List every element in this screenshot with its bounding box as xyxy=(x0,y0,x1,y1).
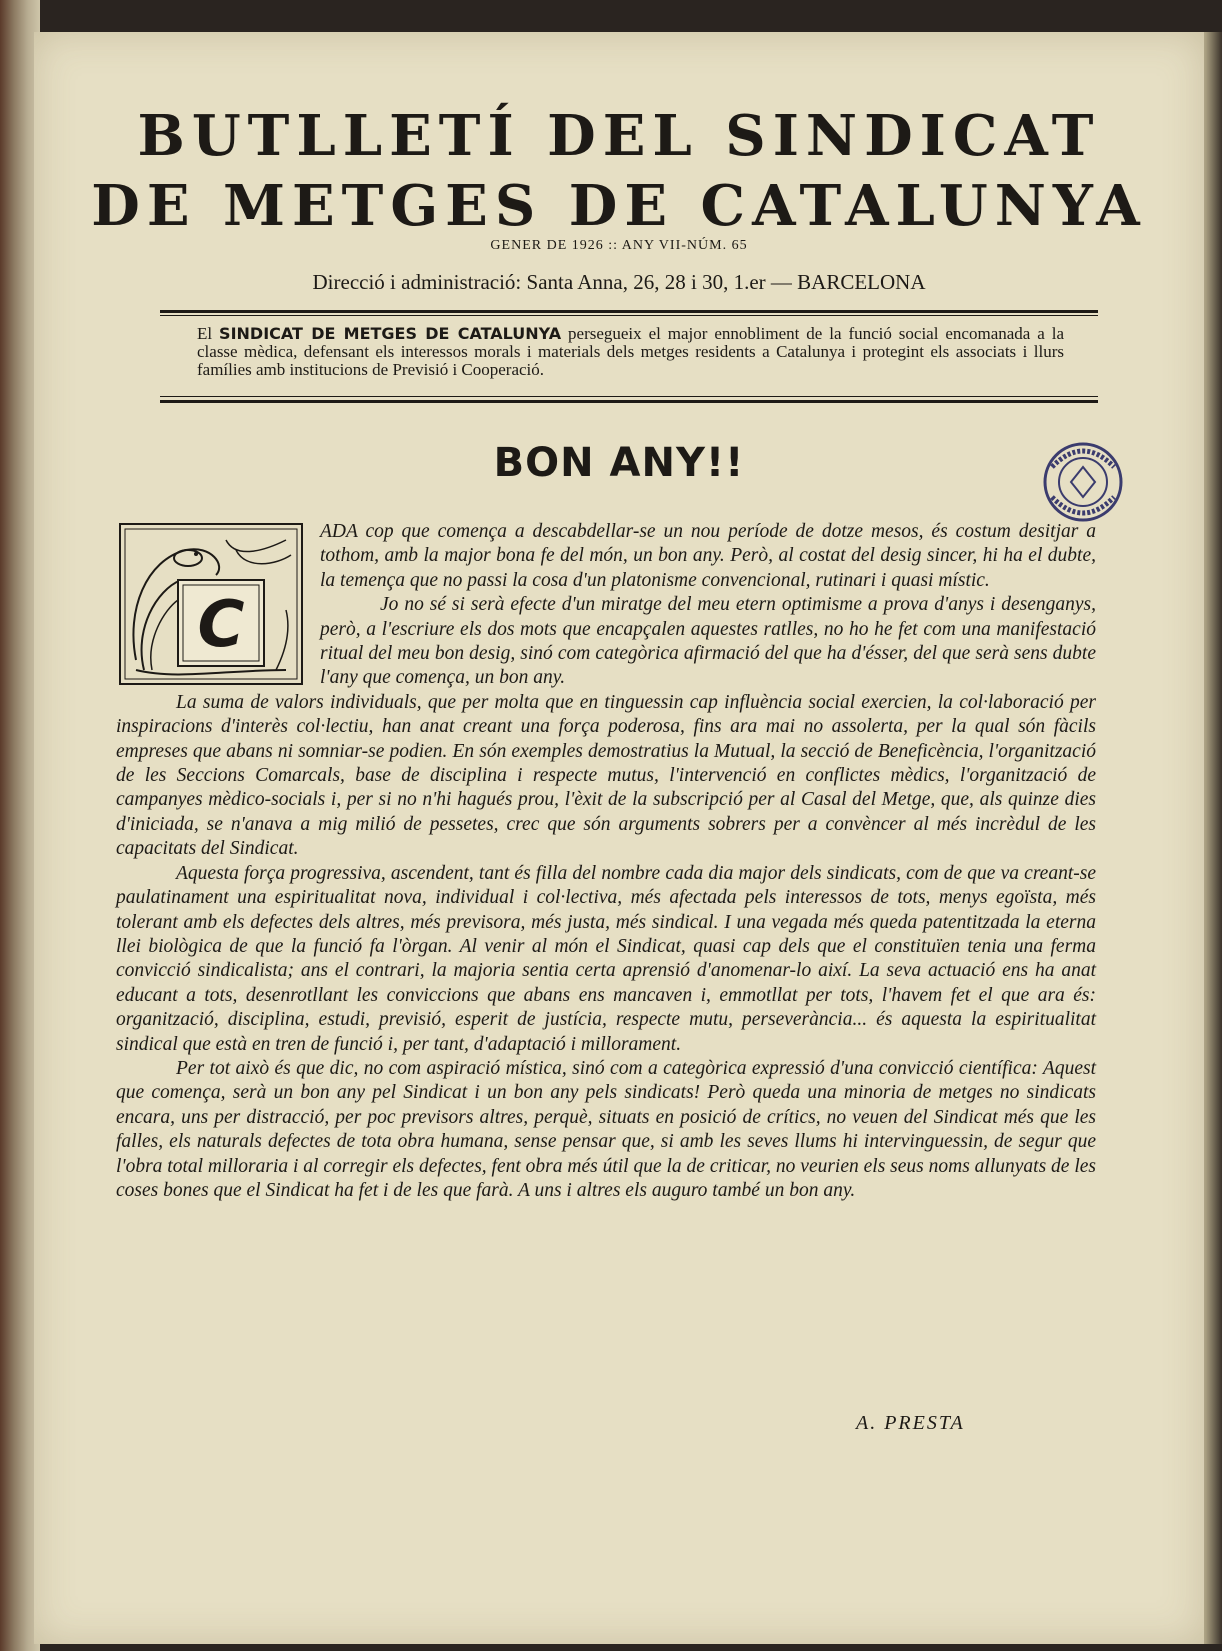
article-signature: A. PRESTA xyxy=(856,1412,965,1434)
article-heading: BON ANY!! xyxy=(493,440,745,486)
document-page xyxy=(34,32,1204,1644)
paragraph-4: Aquesta força progressiva, ascendent, tant és filla del nombre cada dia major dels sindicats, com de que va creant-se paulatinament una espiritualitat nova, individual i col·lectiva, més afectada pels interessos de tots, menys egoïsta, més tolerant amb els defectes dels altres, més previsora, més justa, més sindical. I una vegada més queda patentitzada la eterna llei biològica de que la funció fa l'òrgan. Al venir al món el Sindicat, quasi cap dels que el constituïen tenia una ferma convicció sindicalista; ans el contrari, la majoria sentia certa aprensió d'anomenar-lo així. La seva actuació ens ha anat educant a tots, desenrotllant les conviccions que abans ens mancaven i, emmotllat per tots, l'havem fet el que ara és: organització, disciplina, estudi, previsió, esperit de justícia, respecte mutu, perseverància... és aquesta la espiritualitat sindical que està en tren de funció i, per tant, d'adaptació i millorament. xyxy=(116,862,1096,1055)
top-rule-thin xyxy=(160,315,1098,316)
drop-cap-letter: C xyxy=(197,588,245,662)
bottom-rule xyxy=(160,400,1098,403)
mission-statement xyxy=(197,325,1064,379)
mission-prefix: El xyxy=(197,324,220,343)
masthead-title-line1: BUTLLETÍ DEL SINDICAT xyxy=(137,103,1101,169)
mission-org-name: SINDICAT DE METGES DE CATALUNYA xyxy=(219,324,562,343)
paragraph-5: Per tot això és que dic, no com aspiració mística, sinó com a categòrica expressió d'una convicció científica: Aquest que comença, serà un bon any pel Sindicat i un bon any pels sindicats! Però queda una minoria de metges no sindicats encara, uns per distracció, per poc previsors altres, perquè, situats en posició de crítics, no veuen del Sindicat més que les falles, els naturals defectes de tota obra humana, sense pensar que, si amb les seves llums hi intervinguessin, de segur que l'obra total milloraria i al corregir els defectes, fent obra més útil que la de criticar, no veurien els seus noms allunyats de les coses bones que el Sindicat ha fet i de les que farà. A uns i altres els auguro també un bon any. xyxy=(116,1057,1096,1201)
library-stamp-icon xyxy=(1038,437,1128,527)
paragraph-2: Jo no sé si serà efecte d'un miratge del meu etern optimisme a prova d'anys i desenganys, però, a l'escriure els dos mots que encapçalen aquestes ratlles, no ho he fet com una manifestació ritual del meu bon desig, sinó com categòrica afirmació del que ha d'ésser, del que serà sens dubte l'any que comença, un bon any. xyxy=(320,594,1096,689)
top-rule xyxy=(160,310,1098,313)
paragraph-1: ADA cop que comença a descabdellar-se un nou període de dotze mesos, és costum desitjar a tothom, amb la major bona fe del món, un bon any. Però, al costat del desig sincer, hi ha el dubte, la temença que no passi la cosa d'un platonisme convencional, rutinari i quasi místic. xyxy=(320,521,1096,591)
issue-line: GENER DE 1926 :: ANY VII-NÚM. 65 xyxy=(490,238,748,253)
paragraph-3: La suma de valors individuals, que per molta que en tinguessin cap influència social exercien, la col·laboració per inspiracions d'interès col·lectiu, han anat creant una força poderosa, fins ara mai no assolerta, per la qual són fàcils empreses que abans ni somniar-se podien. En són exemples demostratius la Mutual, la secció de Beneficència, l'organització de les Seccions Comarcals, base de disciplina i respecte mutus, l'intervenció en conflictes mèdics, l'organització de campanyes mèdico-socials i, per si no n'hi hagués prou, l'èxit de la subscripció per al Casal del Metge, que, als quinze dies d'iniciada, se n'anava a mig milió de pessetes, crec que són arguments sobrers per a convèncer al més incrèdul de les capacitats del Sindicat. xyxy=(116,691,1096,860)
address-line: Direcció i administració: Santa Anna, 26, 28 i 30, 1.er — BARCELONA xyxy=(312,270,926,294)
bird-ornament-icon xyxy=(116,520,306,688)
drop-cap-frame xyxy=(116,520,314,688)
article-body xyxy=(116,520,1096,1203)
bottom-rule-thin xyxy=(160,396,1098,397)
mission-text: persegueix el major ennobliment de la funció social encomanada a la classe mèdica, defensant els interessos morals i materials dels metges residents a Catalunya i protegint els associats i llurs famílies amb institucions de Previsió i Cooperació. xyxy=(197,324,1065,379)
masthead-title-line2: DE METGES DE CATALUNYA xyxy=(91,173,1147,239)
